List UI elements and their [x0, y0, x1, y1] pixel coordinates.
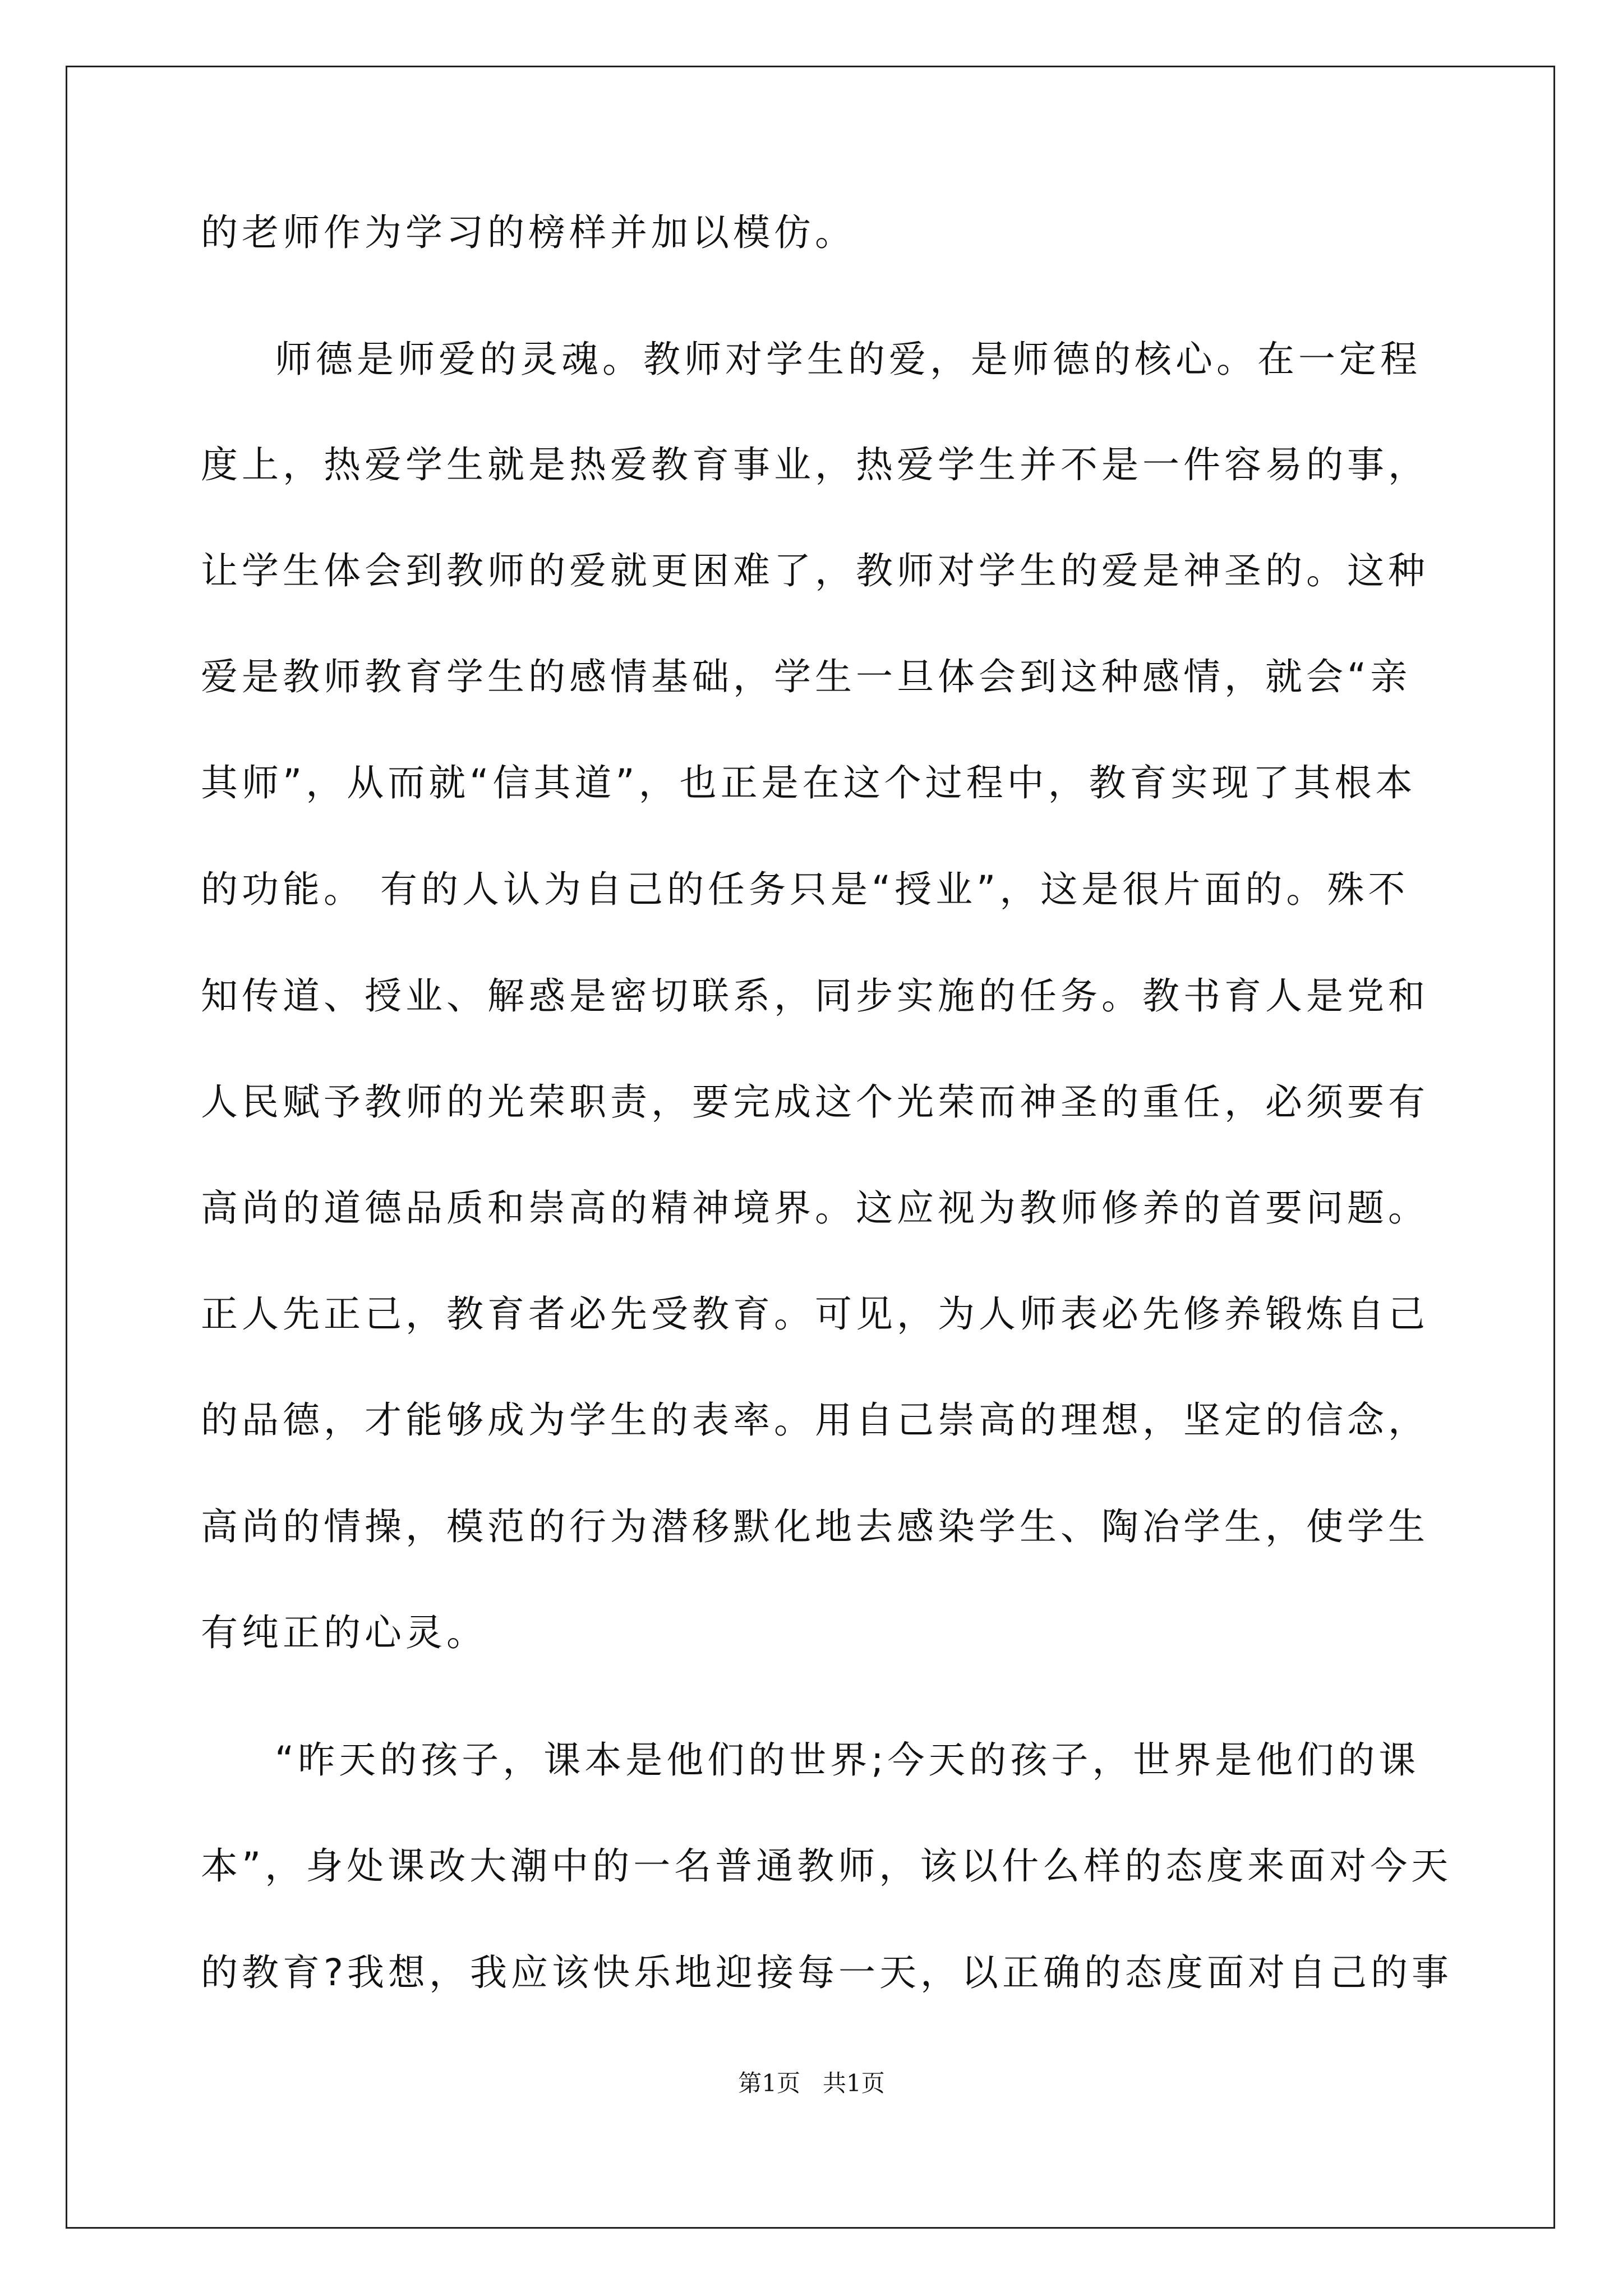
text-line: 高尚的情操，模范的行为潜移默化地去感染学生、陶冶学生，使学生 — [201, 1505, 1429, 1548]
text-line: 度上，热爱学生就是热爱教育事业，热爱学生并不是一件容易的事， — [201, 443, 1429, 486]
text-line: 正人先正己，教育者必先受教育。可见，为人师表必先修养锻炼自己 — [201, 1292, 1429, 1336]
text-line: 爱是教师教育学生的感情基础，学生一旦体会到这种感情，就会“亲 — [201, 655, 1412, 698]
text-line: 有纯正的心灵。 — [201, 1611, 487, 1654]
text-line: 的品德，才能够成为学生的表率。用自己崇高的理想，坚定的信念， — [201, 1398, 1429, 1442]
text-line: 其师”，从而就“信其道”，也正是在这个过程中，教育实现了其根本 — [201, 761, 1417, 804]
text-line: 本”，身处课改大潮中的一名普通教师，该以什么样的态度来面对今天 — [201, 1844, 1453, 1888]
text-line: 的功能。 有的人认为自己的任务只是“授业”，这是很片面的。殊不 — [201, 868, 1409, 911]
text-line: 的老师作为学习的榜样并加以模仿。 — [201, 211, 856, 254]
text-line: 知传道、授业、解惑是密切联系，同步实施的任务。教书育人是党和 — [201, 974, 1429, 1018]
page-number-footer: 第1页 共1页 — [738, 2069, 885, 2097]
text-line: “昨天的孩子，课本是他们的世界;今天的孩子，世界是他们的课 — [275, 1738, 1420, 1782]
text-line: 高尚的道德品质和崇高的精神境界。这应视为教师修养的首要问题。 — [201, 1186, 1429, 1230]
text-line: 师德是师爱的灵魂。教师对学生的爱，是师德的核心。在一定程 — [275, 338, 1421, 381]
text-line: 的教育?我想，我应该快乐地迎接每一天，以正确的态度面对自己的事 — [201, 1951, 1453, 1994]
text-line: 人民赋予教师的光荣职责，要完成这个光荣而神圣的重任，必须要有 — [201, 1080, 1429, 1124]
page-border — [66, 66, 1555, 2229]
text-line: 让学生体会到教师的爱就更困难了，教师对学生的爱是神圣的。这种 — [201, 549, 1429, 592]
